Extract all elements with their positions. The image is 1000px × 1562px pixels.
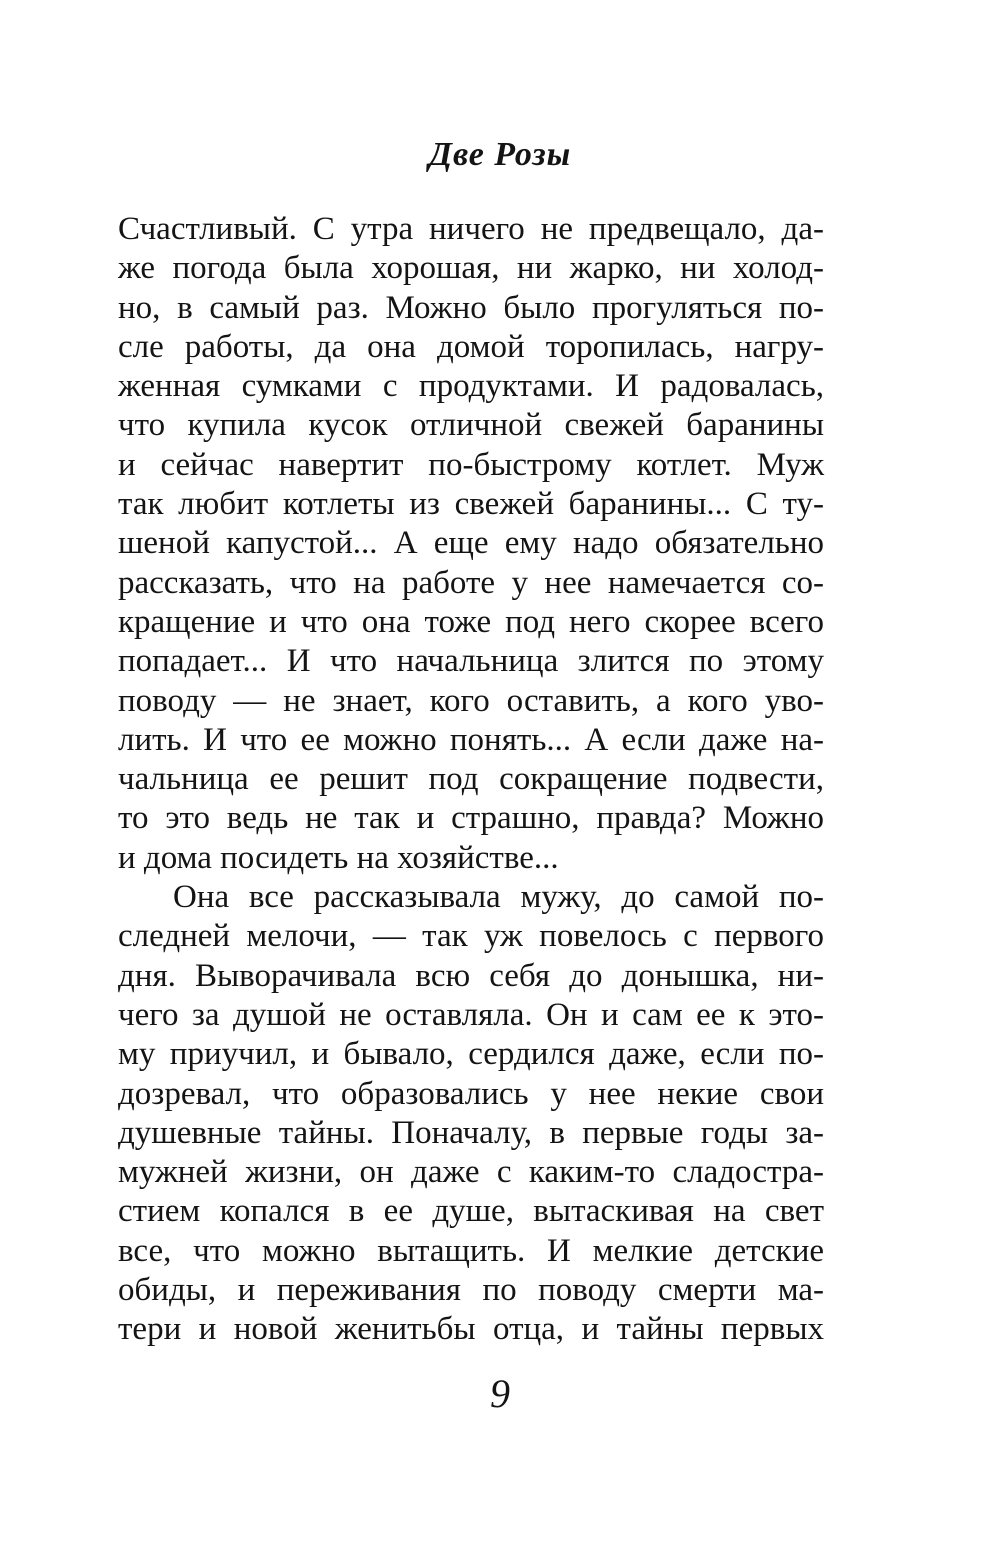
text-line: попадает... И что начальница злится по этому bbox=[118, 643, 824, 680]
text-line: дня. Выворачивала всю себя до донышка, ни- bbox=[118, 957, 824, 994]
page-number: 9 bbox=[490, 1371, 510, 1416]
paragraph-start-line: Она все рассказывала мужу, до самой по- bbox=[173, 879, 824, 916]
text-line: следней мелочи, — так уж повелось с первого bbox=[118, 918, 824, 955]
text-line: тери и новой женитьбы отца, и тайны первых bbox=[118, 1311, 824, 1348]
text-line: чего за душой не оставляла. Он и сам ее к это- bbox=[118, 996, 824, 1033]
text-line: то это ведь не так и страшно, правда? Можно bbox=[118, 800, 824, 837]
text-line: чальница ее решит под сокращение подвести, bbox=[118, 761, 824, 798]
text-line: же погода была хорошая, ни жарко, ни холод- bbox=[118, 250, 824, 287]
text-line: но, в самый раз. Можно было прогуляться по- bbox=[118, 289, 824, 326]
text-line: дозревал, что образовались у нее некие свои bbox=[118, 1075, 824, 1112]
paragraph-end-line: и дома посидеть на хозяйстве... bbox=[118, 839, 559, 876]
text-line: поводу — не знает, кого оставить, а кого уво- bbox=[118, 682, 824, 719]
text-line: все, что можно вытащить. И мелкие детские bbox=[118, 1232, 824, 1269]
text-line: Счастливый. С утра ничего не предвещало, да- bbox=[118, 211, 824, 247]
text-line: шеной капустой... А еще ему надо обязательно bbox=[118, 525, 824, 562]
running-head: Две Розы bbox=[428, 136, 572, 173]
text-line: мужней жизни, он даже с каким-то сладостра- bbox=[118, 1154, 824, 1191]
text-line: му приучил, и бывало, сердился даже, если по- bbox=[118, 1036, 824, 1073]
body-text bbox=[118, 210, 824, 1350]
text-line: кращение и что она тоже под него скорее всего bbox=[118, 603, 824, 640]
text-line: обиды, и переживания по поводу смерти ма- bbox=[118, 1272, 824, 1309]
text-line: стием копался в ее душе, вытаскивая на свет bbox=[118, 1193, 824, 1230]
text-line: лить. И что ее можно понять... А если даже на- bbox=[118, 721, 824, 758]
text-line: женная сумками с продуктами. И радовалась, bbox=[118, 368, 824, 405]
text-line: рассказать, что на работе у нее намечается со- bbox=[118, 564, 824, 601]
text-line: что купила кусок отличной свежей баранины bbox=[118, 407, 824, 444]
text-line: и сейчас навертит по-быстрому котлет. Муж bbox=[118, 446, 824, 483]
text-line: сле работы, да она домой торопилась, нагру- bbox=[118, 328, 824, 365]
text-line: душевные тайны. Поначалу, в первые годы за- bbox=[118, 1114, 824, 1151]
text-line: так любит котлеты из свежей баранины... С ту- bbox=[118, 486, 824, 523]
